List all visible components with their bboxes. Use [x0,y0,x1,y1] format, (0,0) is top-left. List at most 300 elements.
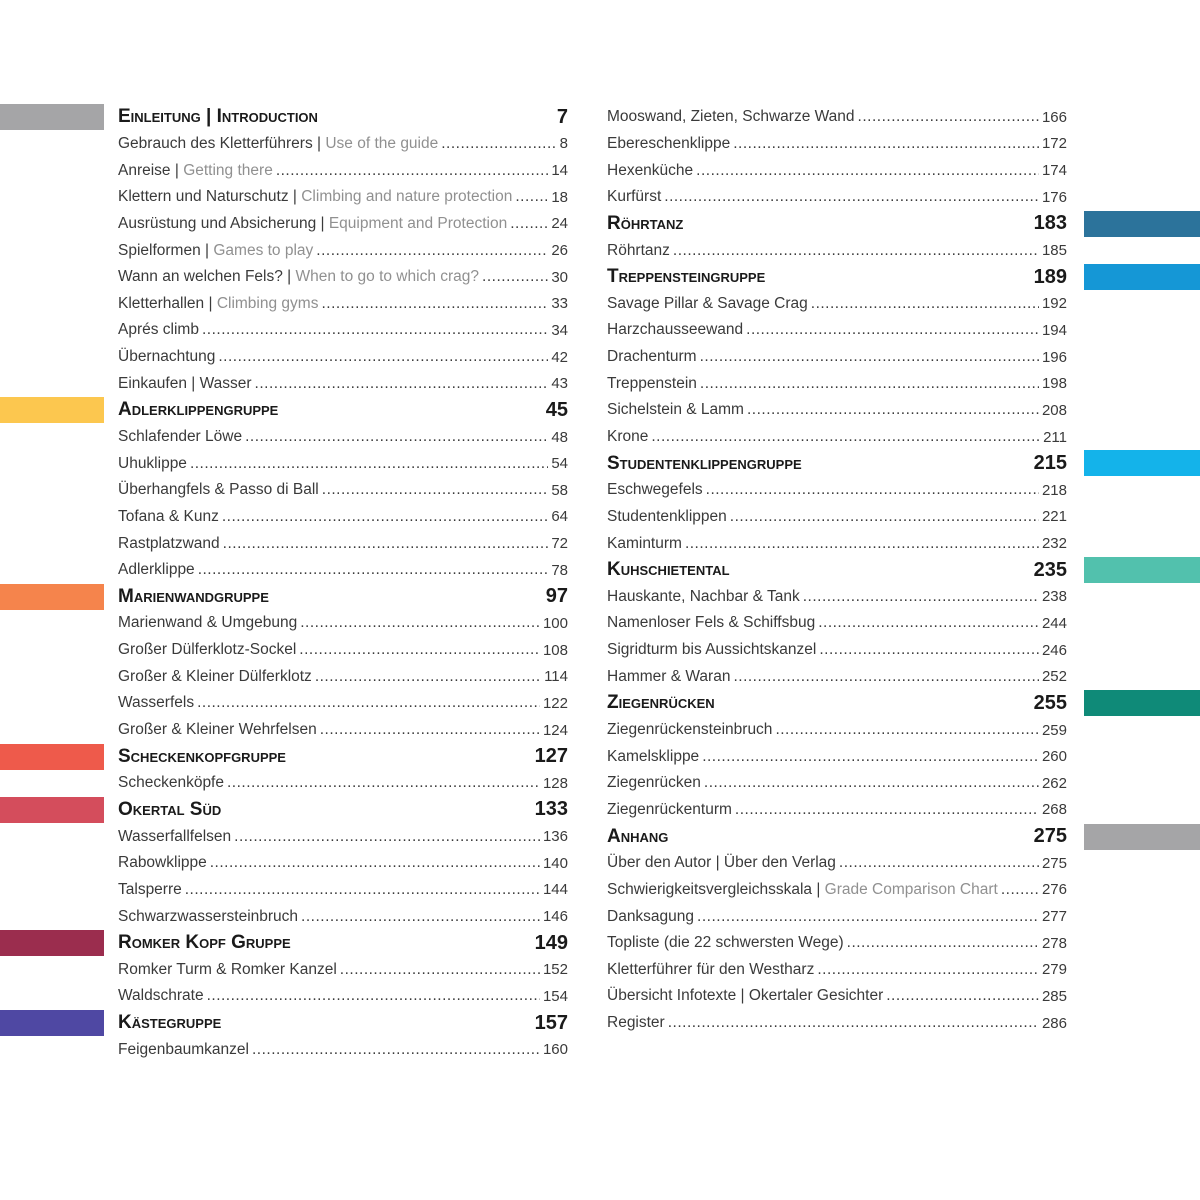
entry-page-number: 244 [1041,614,1067,632]
entry-title: Großer Dülferklotz-Sockel [118,641,297,659]
toc-entry[interactable] [118,717,568,744]
dot-leader [222,508,548,526]
toc-entry[interactable] [607,584,1067,611]
section-page-number: 275 [1033,825,1067,848]
entry-page-number: 218 [1041,481,1067,499]
entry-page-number: 100 [542,614,568,632]
toc-entry[interactable] [118,983,568,1010]
dot-leader [730,508,1039,526]
dot-leader [316,242,548,260]
section-page-number: 127 [534,745,568,768]
toc-entry[interactable] [118,184,568,211]
entry-page-number: 232 [1041,535,1067,553]
section-page-number: 235 [1033,558,1067,581]
entry-title: Hauskante, Nachbar & Tank [607,587,800,605]
entry-page-number: 34 [551,321,568,339]
entry-title: Spielformen [118,241,201,259]
entry-title-english: Climbing and nature protection [301,188,513,206]
dot-leader [839,854,1039,872]
section-color-tab-einleitung-introduction [0,104,104,130]
entry-page-number: 238 [1041,588,1067,606]
entry-page-number: 128 [542,774,568,792]
toc-entry[interactable] [118,211,568,238]
section-title: Studentenklippengruppe [607,452,802,474]
entry-page-number: 252 [1041,668,1067,686]
entry-title: Hammer & Waran [607,667,731,685]
entry-title: Übersicht Infotexte | Okertaler Gesichter [607,987,884,1005]
entry-title-english: When to go to which crag? [295,268,480,286]
toc-entry[interactable] [118,477,568,504]
toc-entry[interactable] [607,344,1067,371]
entry-page-number: 154 [542,987,568,1005]
entry-title: Einkaufen | Wasser [118,374,252,392]
entry-page-number: 114 [544,668,568,686]
section-color-tab-scheckenkopfgruppe [0,744,104,770]
entry-title: Kaminturm [607,534,682,552]
dot-leader [223,535,549,553]
dot-leader [301,908,540,926]
toc-entry[interactable] [118,610,568,637]
entry-title: Studentenklippen [607,507,727,525]
section-title: Kuhschietental [607,559,730,581]
entry-title: Kurfürst [607,188,662,206]
toc-entry[interactable] [607,424,1067,451]
section-color-tab-studentenklippengruppe [1084,450,1200,476]
dot-leader [803,588,1039,606]
entry-title: Waldschrate [118,987,204,1005]
dot-leader [696,162,1039,180]
toc-entry[interactable] [607,957,1067,984]
dot-leader [819,641,1039,659]
entry-title: Drachenturm [607,348,697,366]
entry-page-number: 43 [551,375,568,393]
entry-title: Danksagung [607,907,695,925]
entry-page-number: 278 [1041,934,1067,952]
dot-leader [858,108,1039,126]
entry-separator: | [812,880,825,898]
entry-page-number: 185 [1041,242,1067,260]
entry-title: Krone [607,428,649,445]
toc-entry[interactable] [607,797,1067,824]
dot-leader [818,614,1039,632]
section-title: Treppensteingruppe [607,266,766,288]
toc-entry[interactable] [118,1036,568,1063]
entry-page-number: 275 [1041,854,1067,872]
entry-title: Übernachtung [118,348,216,366]
entry-page-number: 24 [551,215,568,233]
entry-title: Schlafender Löwe [118,428,243,445]
entry-title: Wann an welchen Fels? [118,268,283,286]
section-color-tab-kastegruppe [0,1010,104,1036]
entry-title: Savage Pillar & Savage Crag [607,294,808,312]
entry-title-english: Grade Comparison Chart [824,880,998,898]
toc-entry[interactable] [118,264,568,291]
entry-title: Rabowklippe [118,854,207,872]
entry-page-number: 14 [551,162,568,180]
section-color-tab-romker-kopf-gruppe [0,930,104,956]
entry-page-number: 196 [1041,348,1067,366]
entry-title: Kletterführer für den Westharz [607,960,815,978]
entry-page-number: 144 [542,881,568,899]
entry-page-number: 286 [1041,1014,1067,1032]
entry-title: Mooswand, Zieten, Schwarze Wand [607,108,855,126]
toc-entry[interactable] [118,157,568,184]
entry-page-number: 140 [542,854,568,872]
dot-leader [340,961,540,979]
entry-separator: | [200,241,214,259]
toc-right-column [607,104,1067,1036]
dot-leader [252,1041,540,1059]
section-title: Ziegenrücken [607,692,715,714]
entry-title: Sigridturm bis Aussichtskanzel [607,641,817,659]
entry-page-number: 194 [1041,321,1067,339]
toc-entry[interactable] [607,477,1067,504]
section-color-tab-okertal-sud [0,797,104,823]
toc-left-column [118,104,568,1063]
entry-title: Topliste (die 22 schwersten Wege) [607,934,844,952]
section-page-number: 215 [1033,452,1067,475]
entry-page-number: 176 [1041,188,1067,206]
toc-section-romker-kopf-gruppe[interactable] [118,930,568,957]
entry-title: Rastplatzwand [118,534,220,552]
entry-page-number: 33 [551,295,568,313]
section-color-tab-treppensteingruppe [1084,264,1200,290]
toc-section-studentenklippengruppe[interactable] [607,450,1067,477]
dot-leader [245,428,548,446]
entry-page-number: 166 [1041,108,1067,126]
section-page-number: 255 [1033,691,1067,714]
entry-page-number: 48 [551,428,568,446]
toc-entry[interactable] [607,770,1067,797]
section-page-number: 189 [1033,265,1067,288]
dot-leader [322,481,549,499]
dot-leader [886,987,1039,1005]
entry-separator: | [312,134,326,152]
entry-title: Ausrüstung und Absicherung [118,214,317,232]
entry-title-english: Use of the guide [325,134,439,152]
dot-leader [673,242,1039,260]
entry-title: Romker Turm & Romker Kanzel [118,960,337,978]
entry-title: Marienwand & Umgebung [118,614,298,632]
toc-entry[interactable] [607,610,1067,637]
toc-entry[interactable] [118,317,568,344]
entry-title: Uhuklippe [118,454,187,472]
entry-page-number: 122 [542,694,568,712]
section-title: Einleitung | Introduction [118,106,318,128]
entry-title: Harzchausseewand [607,321,744,339]
dot-leader [315,668,541,686]
section-color-tab-adlerklippengruppe [0,397,104,423]
toc-section-treppensteingruppe[interactable] [607,264,1067,291]
toc-entry[interactable] [118,877,568,904]
section-page-number: 183 [1033,212,1067,235]
entry-title: Großer & Kleiner Wehrfelsen [118,721,317,739]
toc-entry[interactable] [118,770,568,797]
dot-leader [735,801,1039,819]
entry-title: Register [607,1014,665,1032]
entry-title: Talsperre [118,880,182,898]
toc-entry[interactable] [607,504,1067,531]
entry-page-number: 279 [1041,961,1067,979]
toc-entry[interactable] [118,131,568,158]
entry-page-number: 259 [1041,721,1067,739]
section-title: Romker Kopf Gruppe [118,932,291,954]
entry-page-number: 54 [551,455,568,473]
section-page-number: 157 [534,1011,568,1034]
entry-title: Wasserfels [118,694,195,712]
toc-section-anhang[interactable] [607,823,1067,850]
entry-title: Adlerklippe [118,561,195,579]
toc-section-ziegenrucken[interactable] [607,690,1067,717]
entry-title: Ziegenrückenturm [607,800,732,818]
toc-entry[interactable] [607,370,1067,397]
section-color-tab-rohrtanz [1084,211,1200,237]
entry-title: Über den Autor | Über den Verlag [607,854,836,872]
toc-entry[interactable] [118,637,568,664]
entry-page-number: 268 [1041,801,1067,819]
entry-page-number: 260 [1041,748,1067,766]
toc-entry[interactable] [118,237,568,264]
entry-page-number: 262 [1041,774,1067,792]
toc-entry[interactable] [118,823,568,850]
entry-page-number: 160 [542,1041,568,1059]
dot-leader [320,721,540,739]
section-title: Anhang [607,825,669,847]
entry-page-number: 42 [551,348,568,366]
entry-title: Ziegenrücken [607,774,701,792]
entry-title: Überhangfels & Passo di Ball [118,481,319,499]
entry-page-number: 208 [1041,401,1067,419]
toc-entry[interactable] [118,450,568,477]
dot-leader [210,854,540,872]
dot-leader [207,987,540,1005]
toc-entry[interactable] [118,850,568,877]
entry-title: Hexenküche [607,161,694,179]
dot-leader [255,375,549,393]
dot-leader [847,934,1039,952]
entry-page-number: 108 [542,641,568,659]
dot-leader [747,401,1039,419]
section-title: Marienwandgruppe [118,585,269,607]
dot-leader [664,188,1039,206]
entry-separator: | [204,294,217,312]
dot-leader [299,641,540,659]
section-title: Okertal Süd [118,798,222,820]
entry-title: Namenloser Fels & Schiffsbug [607,614,816,632]
section-title: Kästegruppe [118,1012,222,1034]
toc-entry[interactable] [607,717,1067,744]
entry-page-number: 211 [1043,428,1067,446]
dot-leader [218,348,548,366]
toc-section-adlerklippengruppe[interactable] [118,397,568,424]
entry-page-number: 78 [551,561,568,579]
dot-leader [227,774,540,792]
entry-title: Klettern und Naturschutz [118,188,289,206]
dot-leader [685,535,1039,553]
entry-page-number: 246 [1041,641,1067,659]
entry-title: Scheckenköpfe [118,774,224,792]
entry-separator: | [288,188,302,206]
entry-page-number: 136 [542,828,568,846]
dot-leader [510,215,548,233]
section-page-number: 133 [534,798,568,821]
dot-leader [321,295,548,313]
toc-section-kastegruppe[interactable] [118,1010,568,1037]
entry-separator: | [282,268,296,286]
entry-page-number: 192 [1041,295,1067,313]
entry-title-english: Getting there [183,161,273,179]
toc-entry[interactable] [118,370,568,397]
section-color-tab-marienwandgruppe [0,584,104,610]
toc-entry[interactable] [607,290,1067,317]
toc-entry[interactable] [607,663,1067,690]
toc-entry[interactable] [607,397,1067,424]
section-page-number: 149 [534,931,568,954]
entry-title: Schwarzwassersteinbruch [118,907,299,925]
section-color-tab-anhang [1084,824,1200,850]
dot-leader [700,375,1039,393]
entry-title: Ebereschenklippe [607,134,731,152]
dot-leader [817,961,1039,979]
dot-leader [700,348,1039,366]
entry-separator: | [170,161,184,179]
entry-page-number: 8 [559,135,568,153]
dot-leader [775,721,1039,739]
toc-entry[interactable] [118,530,568,557]
dot-leader [704,774,1039,792]
section-title: Röhrtanz [607,212,684,234]
toc-entry[interactable] [607,131,1067,158]
dot-leader [515,188,548,206]
entry-title: Großer & Kleiner Dülferklotz [118,667,312,685]
dot-leader [706,481,1039,499]
entry-title: Gebrauch des Kletterführers [118,134,313,152]
toc-entry[interactable] [607,903,1067,930]
section-page-number: 7 [556,105,568,128]
toc-entry[interactable] [118,690,568,717]
toc-section-okertal-sud[interactable] [118,797,568,824]
entry-page-number: 30 [551,268,568,286]
toc-entry[interactable] [118,290,568,317]
dot-leader [651,428,1040,446]
dot-leader [197,694,540,712]
toc-entry[interactable] [607,184,1067,211]
dot-leader [697,908,1039,926]
dot-leader [733,135,1039,153]
toc-entry[interactable] [118,504,568,531]
entry-page-number: 124 [542,721,568,739]
dot-leader [300,614,540,632]
toc-entry[interactable] [607,637,1067,664]
toc-entry[interactable] [607,743,1067,770]
dot-leader [1001,881,1039,899]
dot-leader [441,135,556,153]
entry-page-number: 64 [551,508,568,526]
toc-entry[interactable] [118,344,568,371]
toc-entry[interactable] [607,930,1067,957]
dot-leader [202,321,548,339]
entry-title-english: Games to play [213,241,314,259]
toc-section-scheckenkopfgruppe[interactable] [118,743,568,770]
entry-title: Eschwegefels [607,481,703,499]
entry-page-number: 72 [551,535,568,553]
toc-entry[interactable] [118,663,568,690]
entry-page-number: 285 [1041,987,1067,1005]
section-title: Scheckenkopfgruppe [118,745,286,767]
toc-entry[interactable] [607,317,1067,344]
toc-entry[interactable] [607,850,1067,877]
entry-page-number: 221 [1041,508,1067,526]
toc-entry[interactable] [607,530,1067,557]
dot-leader [811,295,1039,313]
toc-entry[interactable] [118,424,568,451]
toc-entry[interactable] [607,104,1067,131]
entry-title: Röhrtanz [607,241,670,259]
entry-title-english: Equipment and Protection [328,214,508,232]
entry-title: Treppenstein [607,374,697,392]
section-page-number: 97 [545,585,568,608]
section-color-tab-ziegenrucken [1084,690,1200,716]
dot-leader [702,748,1039,766]
entry-title: Feigenbaumkanzel [118,1040,249,1058]
toc-section-einleitung-introduction[interactable] [118,104,568,131]
entry-page-number: 172 [1041,135,1067,153]
entry-page-number: 277 [1041,908,1067,926]
entry-page-number: 18 [551,188,568,206]
entry-page-number: 58 [551,481,568,499]
dot-leader [482,268,548,286]
toc-entry[interactable] [607,157,1067,184]
entry-page-number: 174 [1041,162,1067,180]
entry-title: Tofana & Kunz [118,507,219,525]
entry-title: Kletterhallen [118,294,205,312]
entry-page-number: 26 [551,242,568,260]
entry-page-number: 198 [1041,375,1067,393]
dot-leader [746,321,1039,339]
entry-title: Aprés climb [118,321,199,339]
entry-title: Wasserfallfelsen [118,827,232,845]
section-color-tab-kuhschietental [1084,557,1200,583]
dot-leader [198,561,549,579]
toc-section-rohrtanz[interactable] [607,211,1067,238]
entry-title: Anreise [118,161,171,179]
entry-title: Sichelstein & Lamm [607,401,744,419]
section-page-number: 45 [545,398,568,421]
entry-page-number: 152 [542,961,568,979]
toc-entry[interactable] [607,983,1067,1010]
toc-entry[interactable] [607,1010,1067,1037]
dot-leader [190,455,548,473]
section-title: Adlerklippengruppe [118,399,279,421]
toc-entry[interactable] [607,237,1067,264]
dot-leader [668,1014,1039,1032]
entry-title: Kamelsklippe [607,747,700,765]
dot-leader [234,828,540,846]
toc-entry[interactable] [118,903,568,930]
entry-title-english: Climbing gyms [216,294,319,312]
entry-page-number: 146 [542,908,568,926]
toc-section-kuhschietental[interactable] [607,557,1067,584]
entry-page-number: 276 [1041,881,1067,899]
toc-entry[interactable] [607,877,1067,904]
entry-title: Ziegenrückensteinbruch [607,721,773,739]
dot-leader [733,668,1039,686]
toc-entry[interactable] [118,557,568,584]
entry-title: Schwierigkeitsvergleichsskala [607,880,813,898]
toc-section-marienwandgruppe[interactable] [118,584,568,611]
toc-entry[interactable] [118,957,568,984]
dot-leader [185,881,540,899]
